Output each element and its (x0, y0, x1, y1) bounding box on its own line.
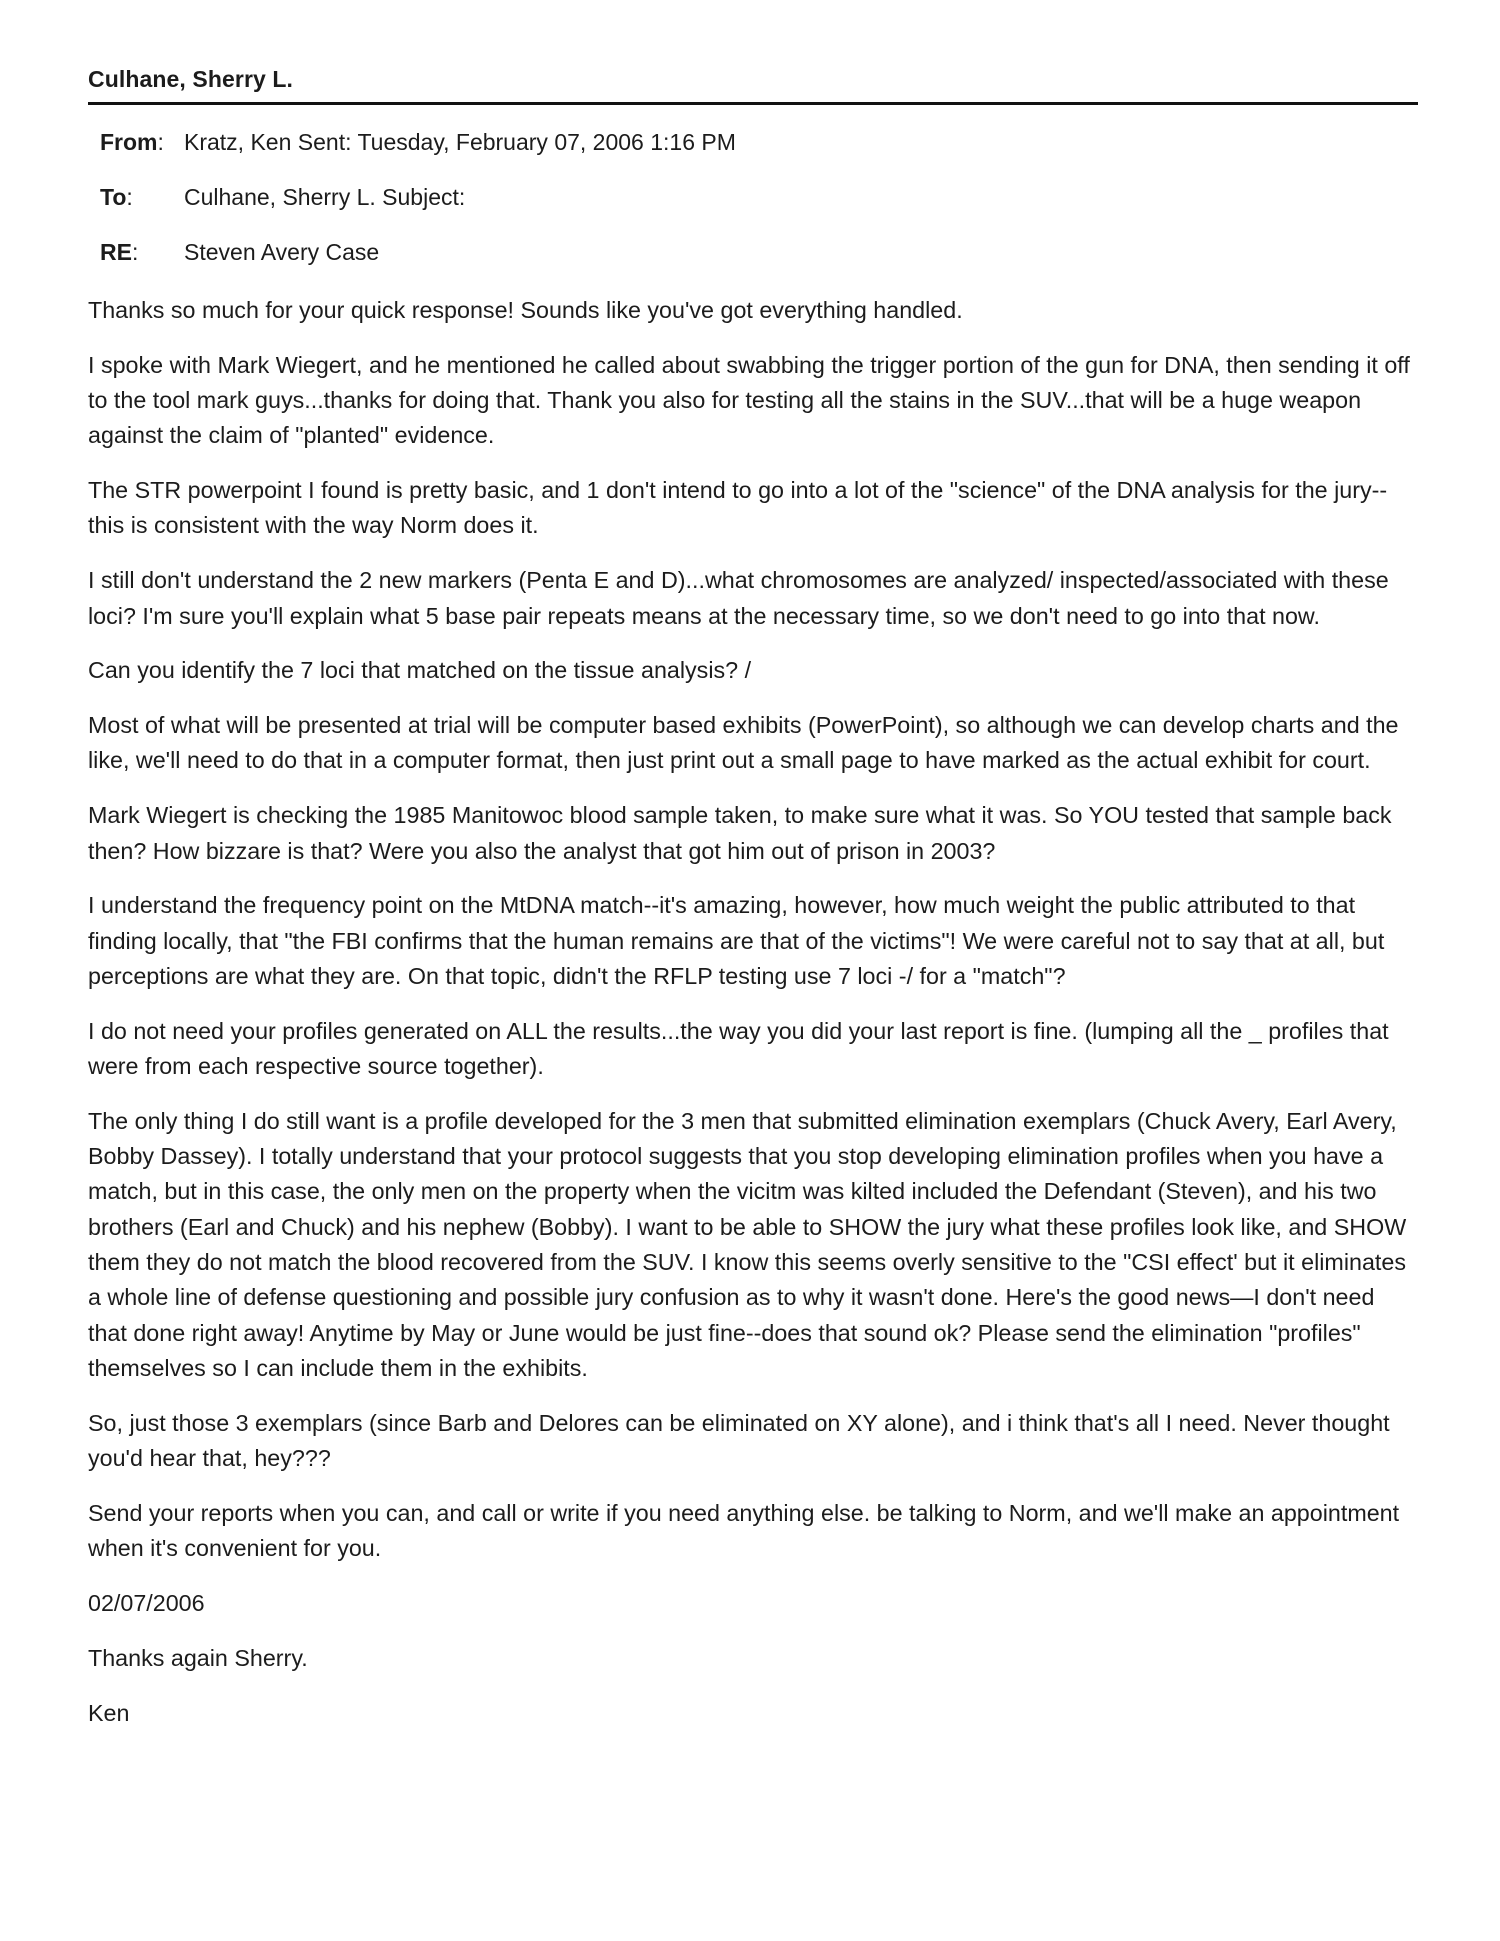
re-row (100, 239, 379, 266)
closing-line: Thanks again Sherry. (88, 1644, 308, 1671)
body-paragraph-11: So, just those 3 exemplars (since Barb and Delores can be eliminated on XY alone), and i think that's all I need. Never thought you'd hear that, hey??? (88, 1409, 1390, 1472)
body-paragraph-2: I spoke with Mark Wiegert, and he mentioned he called about swabbing the trigger portion of the gun for DNA, then sending it off to the tool mark guys...thanks for doing that. Thank you also for testing all the stains in the SUV...that will be a huge weapon against the claim of "planted" evidence. (88, 351, 1410, 449)
body-paragraph-1: Thanks so much for your quick response! Sounds like you've got everything handled. (88, 297, 963, 323)
email-date: 02/07/2006 (88, 1589, 205, 1616)
to-label: To: (100, 184, 133, 210)
to-value: Culhane, Sherry L. Subject: (184, 184, 466, 210)
body-paragraph-7: Mark Wiegert is checking the 1985 Manitowoc blood sample taken, to make sure what it was. So YOU tested that sample back then? How bizzare is that? Were you also the analyst that got him out of prison in 2003? (88, 802, 1392, 864)
email-body (88, 293, 1418, 1750)
mailbox-owner-heading: Culhane, Sherry L. (88, 66, 294, 92)
from-label: From: (100, 129, 164, 155)
body-paragraph-4: I still don't understand the 2 new markers (Penta E and D)...what chromosomes are analyzed/ inspected/associated with these loci? I'm sure you'll explain what 5 base pair repeats means at the necessary time, so we don't need to go into that now. (88, 567, 1389, 629)
body-paragraph-12: Send your reports when you can, and call or write if you need anything else. be talking to Norm, and we'll make an appointment when it's convenient for you. (88, 1499, 1400, 1562)
header-divider (88, 102, 1418, 105)
from-row (100, 129, 736, 156)
body-paragraph-10: The only thing I do still want is a profile developed for the 3 men that submitted elimination exemplars (Chuck Avery, Earl Avery, Bobby Dassey). I totally understand that your protocol suggests that you stop developing elimination profiles when you have a match, but in this case, the only men on the property when the vicitm was kilted included the Defendant (Steven), and his two brothers (Earl and Chuck) and his nephew (Bobby). I want to be able to SHOW the jury what these profiles look like, and SHOW them they do not match the blood recovered from the SUV. I know this seems overly sensitive to the "CSI effect' but it eliminates a whole line of defense questioning and possible jury confusion as to why it wasn't done. Here's the good news—I don't need that done right away! Anytime by May or June would be just fine--does that sound ok? Please send the elimination "profiles" themselves so I can include them in the exhibits. (88, 1107, 1407, 1381)
body-paragraph-9: I do not need your profiles generated on ALL the results...the way you did your last report is fine. (lumping all the _ profiles that were from each respective source together). (88, 1017, 1389, 1080)
body-paragraph-5: Can you identify the 7 loci that matched on the tissue analysis? / (88, 657, 752, 684)
to-row (100, 184, 465, 211)
body-paragraph-6: Most of what will be presented at trial will be computer based exhibits (PowerPoint), so although we can develop charts and the like, we'll need to do that in a computer format, then just print out a small page to have marked as the actual exhibit for court. (88, 712, 1399, 774)
signature: Ken (88, 1699, 130, 1726)
body-paragraph-8: I understand the frequency point on the MtDNA match--it's amazing, however, how much weight the public attributed to that finding locally, that "the FBI confirms that the human remains are that of the victims"! We were careful not to say that at all, but perceptions are what they are. On that topic, didn't the RFLP testing use 7 loci -/ for a "match"? (88, 892, 1385, 989)
body-paragraph-3: The STR powerpoint I found is pretty basic, and 1 don't intend to go into a lot of the "science" of the DNA analysis for the jury--this is consistent with the way Norm does it. (88, 477, 1388, 539)
re-value: Steven Avery Case (184, 239, 380, 265)
from-value: Kratz, Ken Sent: Tuesday, February 07, 2006 1:16 PM (184, 129, 736, 155)
re-label: RE: (100, 239, 139, 265)
